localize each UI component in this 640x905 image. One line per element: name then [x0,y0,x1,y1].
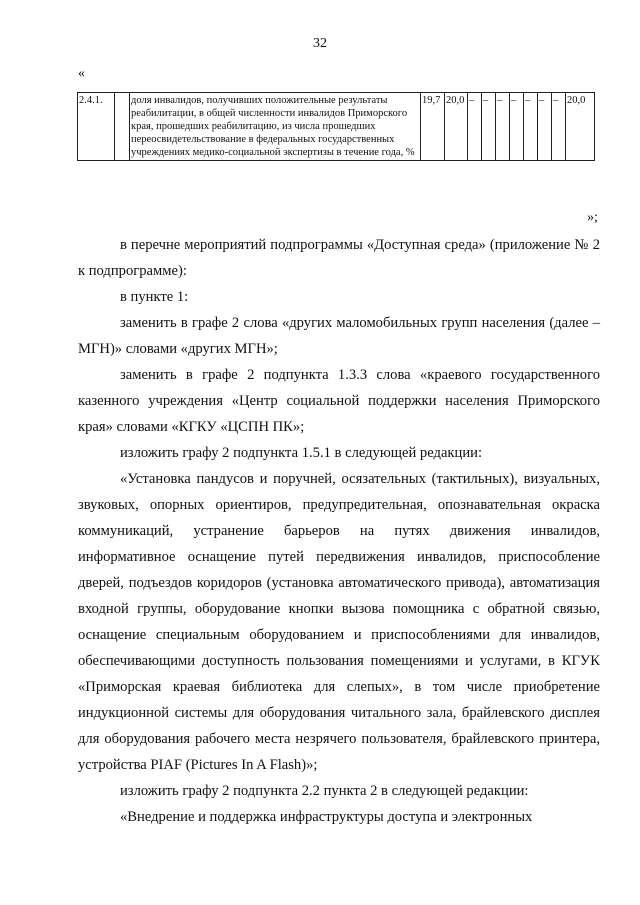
paragraph: «Установка пандусов и поручней, осязательных (тактильных), визуальных, звуковых, опорных ориентиров, предупредительная, опознавательная окраска коммуникаций, устранение барьеров на путях движения инвалидов, информативное оснащение путей передвижения инвалидов, приспособление дверей, подъездов коридоров (установка автоматического привода), автоматизация входной группы, оборудование кнопки вызова помощника с обратной связью, оснащение специальным оборудованием и приспособлениями для инвалидов, обеспечивающими доступность пользования помещениями и услугами, в КГУК «Приморская краевая библиотека для слепых», в том числе приобретение индукционной системы для оборудования читального зала, брайлевского дисплея для оборудования рабочего места незрячего пользователя, брайлевского принтера, устройства PIAF (Pictures In A Flash)»; [78,471,600,773]
opening-quote-mark: « [78,66,85,81]
value-cell-9: – [552,93,566,161]
indicator-table [77,92,595,161]
value-cell-2: 20,0 [445,93,468,161]
value-cell-3: – [468,93,482,161]
paragraph: изложить графу 2 подпункта 2.2 пункта 2 в следующей редакции: [120,783,529,799]
paragraph: в перечне мероприятий подпрограммы «Доступная среда» (приложение № 2 к подпрограмме): [78,237,600,279]
value-cell-7: – [524,93,538,161]
value-cell-4: – [482,93,496,161]
value-cell-1: 19,7 [421,93,445,161]
row-number-cell: 2.4.1. [78,93,115,161]
value-cell-5: – [496,93,510,161]
indicator-description-cell: доля инвалидов, получивших положительные результаты реабилитации, в общей численности инвалидов Приморского края, прошедших реабилитацию, из числа прошедших переосвидетельствование в федеральных государственных учреждениях медико-социальной экспертизы в течение года, % [130,93,421,161]
page-number: 32 [313,36,327,51]
closing-quote-mark: »; [587,210,598,225]
paragraph: «Внедрение и поддержка инфраструктуры доступа и электронных [120,809,533,825]
paragraph: заменить в графе 2 слова «других маломобильных групп населения (далее – МГН)» словами «других МГН»; [78,315,600,357]
paragraph: заменить в графе 2 подпункта 1.3.3 слова «краевого государственного казенного учреждения «Центр социальной поддержки населения Приморского края» словами «КГКУ «ЦСПН ПК»; [78,367,600,435]
value-cell-10: 20,0 [566,93,595,161]
paragraph: изложить графу 2 подпункта 1.5.1 в следующей редакции: [120,445,482,461]
value-cell-8: – [538,93,552,161]
paragraph: в пункте 1: [120,289,189,305]
document-body [78,232,600,830]
empty-cell [115,93,130,161]
table-row [78,93,595,161]
value-cell-6: – [510,93,524,161]
